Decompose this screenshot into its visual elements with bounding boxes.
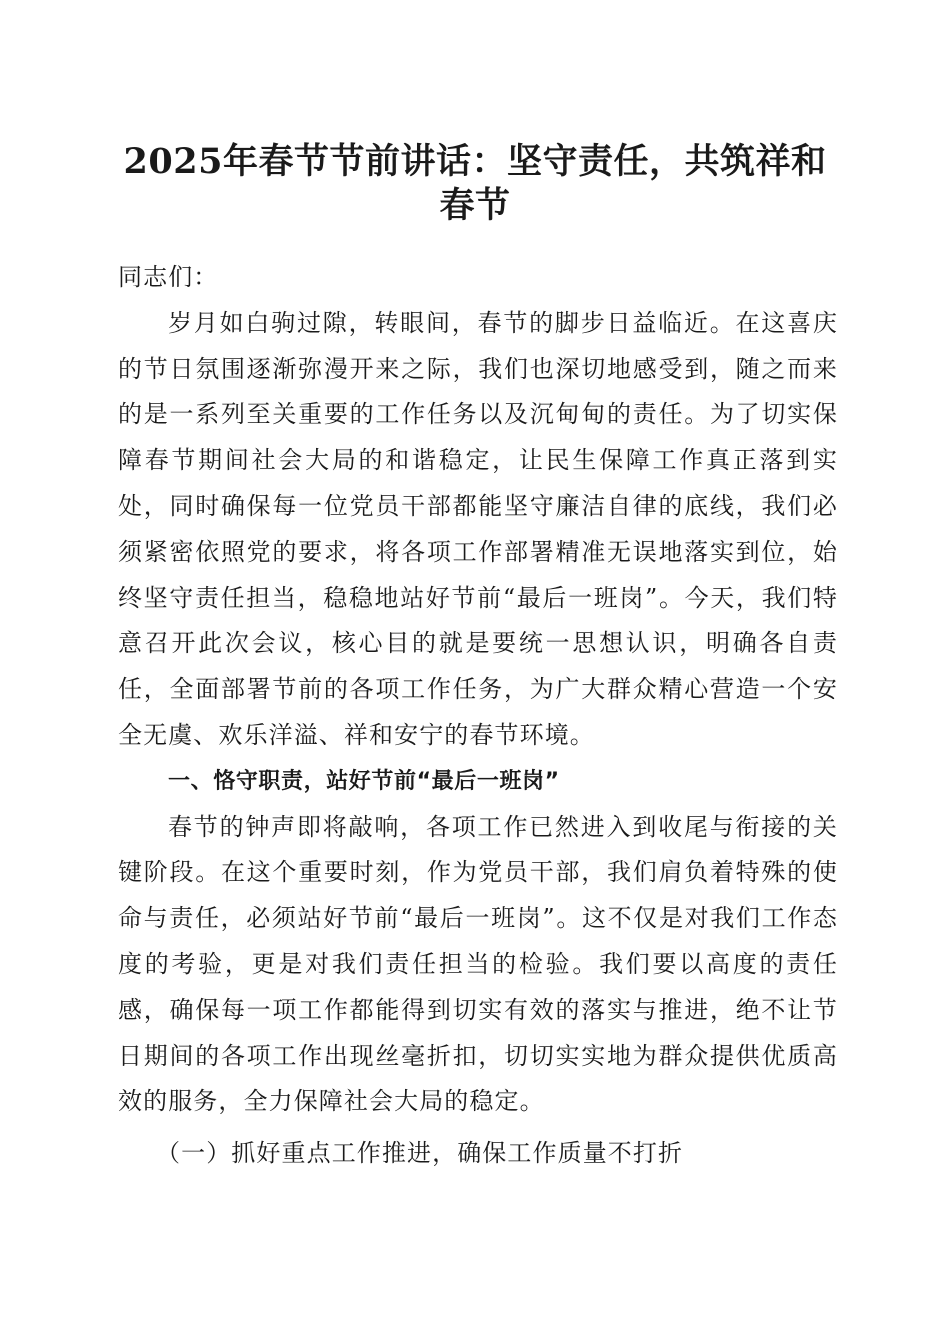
document-body (118, 255, 838, 1177)
subsection-1-heading: （一）抓好重点工作推进，确保工作质量不打折 (156, 1139, 684, 1168)
salutation: 同志们： (118, 263, 219, 291)
section-1-paragraph: 春节的钟声即将敲响，各项工作已然进入到收尾与衔接的关键阶段。在这个重要时刻，作为党员干部，我们肩负着特殊的使命与责任，必须站好节前“最后一班岗”。这不仅是对我们工作态度的考验，更是对我们责任担当的检验。我们要以高度的责任感，确保每一项工作都能得到切实有效的落实与推进，绝不让节日期间的各项工作出现丝毫折扣，切切实实地为群众提供优质高效的服务，全力保障社会大局的稳定。 (118, 812, 838, 1116)
section-1-heading: 一、恪守职责，站好节前“最后一班岗” (168, 768, 560, 794)
intro-paragraph: 岁月如白驹过隙，转眼间，春节的脚步日益临近。在这喜庆的节日氛围逐渐弥漫开来之际，我们也深切地感受到，随之而来的是一系列至关重要的工作任务以及沉甸甸的责任。为了切实保障春节期间社会大局的和谐稳定，让民生保障工作真正落到实处，同时确保每一位党员干部都能坚守廉洁自律的底线，我们必须紧密依照党的要求，将各项工作部署精准无误地落实到位，始终坚守责任担当，稳稳地站好节前“最后一班岗”。今天，我们特意召开此次会议，核心目的就是要统一思想认识，明确各自责任，全面部署节前的各项工作任务，为广大群众精心营造一个安全无虞、欢乐洋溢、祥和安宁的春节环境。 (118, 308, 838, 749)
title-line-2: 春节 (439, 185, 511, 226)
document-title (100, 140, 850, 228)
title-line-1: 2025年春节节前讲话：坚守责任，共筑祥和 (123, 141, 827, 182)
